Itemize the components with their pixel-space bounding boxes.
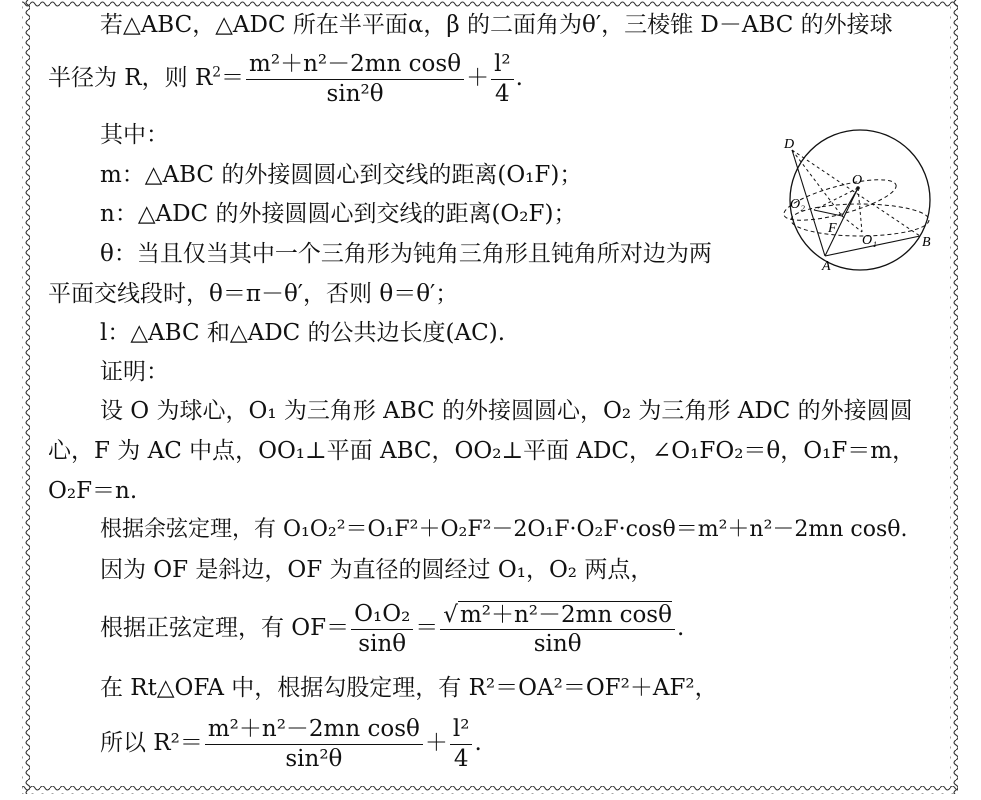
- proof-hypotenuse: 因为 OF 是斜边，OF 为直径的圆经过 O₁，O₂ 两点，: [100, 557, 654, 583]
- intro-fraction-denominator: sin²θ: [326, 80, 384, 107]
- edge-fo1: [842, 216, 862, 232]
- conclusion-numerator: m²＋n²－2mn cosθ: [205, 716, 423, 744]
- proof-pythagoras: 在 Rt△OFA 中，根据勾股定理，有 R²＝OA²＝OF²＋AF²，: [100, 675, 718, 701]
- intro-l-fraction: [491, 51, 514, 107]
- def-m: m：△ABC 的外接圆圆心到交线的距离(O₁F)；: [100, 162, 583, 188]
- proof-line-2: 心，F 为 AC 中点，OO₁⊥平面 ABC，OO₂⊥平面 ADC，∠O₁FO₂＝θ，O₁F＝m，: [48, 438, 916, 464]
- edge-oo1: [858, 188, 862, 232]
- sine-law-prefix: 根据正弦定理，有 OF＝: [100, 615, 350, 641]
- conclusion-main-fraction: [205, 716, 423, 772]
- sine-fraction-2: [440, 601, 675, 658]
- defs-heading: 其中：: [100, 122, 169, 148]
- intro-main-fraction: [246, 51, 464, 107]
- proof-conclusion: 所以 R²＝ $\frac{\text{m²＋n²－2mn cosθ}}{\text{sin²θ}}$ ＋ $\frac{\text{l²}}{4}$ .: [100, 716, 482, 772]
- proof-heading: 证明：: [100, 359, 169, 385]
- label-d: D: [784, 137, 795, 152]
- label-o1: O₁: [862, 233, 877, 248]
- conclusion-l-squared: l²: [450, 716, 473, 744]
- sine-fraction-2-num: m²＋n²－2mn cosθ: [459, 601, 672, 628]
- proof-line-1: 设 O 为球心，O₁ 为三角形 ABC 的外接圆圆心，O₂ 为三角形 ADC 的外接圆圆: [100, 398, 913, 424]
- label-f: F: [828, 221, 837, 236]
- sine-fraction-1-num: O₁O₂: [351, 601, 413, 629]
- edge-o2f: [814, 210, 842, 216]
- label-a: A: [822, 259, 831, 274]
- intro-formula-line: 半径为 R，则 $R^2=$ $\frac{\text{m²＋n²－2mn cosθ}}{\text{sin²θ}}$ ＋ $\frac{\text{l²}}{4}$ .: [48, 51, 523, 107]
- conclusion-prefix: 所以 R²＝: [100, 730, 203, 756]
- def-n: n：△ADC 的外接圆圆心到交线的距离(O₂F)；: [100, 201, 577, 227]
- sphere-tetrahedron-diagram: [770, 128, 950, 278]
- proof-line-3: O₂F＝n.: [48, 478, 138, 504]
- sine-fraction-2-num-wrap: √m²＋n²－2mn cosθ: [440, 601, 675, 630]
- intro-fraction-numerator: m²＋n²－2mn cosθ: [246, 51, 464, 79]
- def-theta-line-2: 平面交线段时，θ＝π－θ′，否则 θ＝θ′；: [48, 281, 459, 307]
- intro-plus: ＋: [466, 65, 490, 91]
- proof-sine-law: 根据正弦定理，有 OF＝ $\frac{\text{O₁O₂}}{\sin\theta}$ ＝ $\frac{\text{√m²＋n²－2mn cosθ}}{\sin\theta}$ .: [100, 601, 685, 657]
- label-o: O: [852, 173, 863, 188]
- def-theta-line-1: θ：当且仅当其中一个三角形为钝角三角形且钝角所对边为两: [100, 241, 712, 267]
- label-o2: O₂: [790, 197, 805, 212]
- proof-cosine-law: 根据余弦定理，有 O₁O₂²＝O₁F²＋O₂F²－2O₁F·O₂F·cosθ＝m²＋n²－2mn cosθ.: [100, 517, 908, 542]
- conclusion-four: 4: [453, 745, 469, 772]
- edge-of: [842, 188, 858, 216]
- label-b: B: [922, 235, 931, 250]
- conclusion-l-fraction: [450, 716, 473, 772]
- conclusion-denominator: sin²θ: [285, 745, 343, 772]
- def-l: l：△ABC 和△ADC 的公共边长度(AC).: [100, 320, 506, 346]
- sine-fraction-1: [351, 601, 413, 657]
- sine-fraction-2-den: sinθ: [533, 631, 582, 657]
- intro-line-1: 若△ABC，△ADC 所在半平面α，β 的二面角为θ′，三棱锥 D－ABC 的外接球: [100, 12, 893, 38]
- sine-fraction-1-den: sinθ: [358, 630, 407, 657]
- intro-l-squared: l²: [491, 51, 514, 79]
- intro-line-2-prefix: 半径为 R，则 R: [48, 65, 213, 91]
- intro-four: 4: [495, 80, 510, 107]
